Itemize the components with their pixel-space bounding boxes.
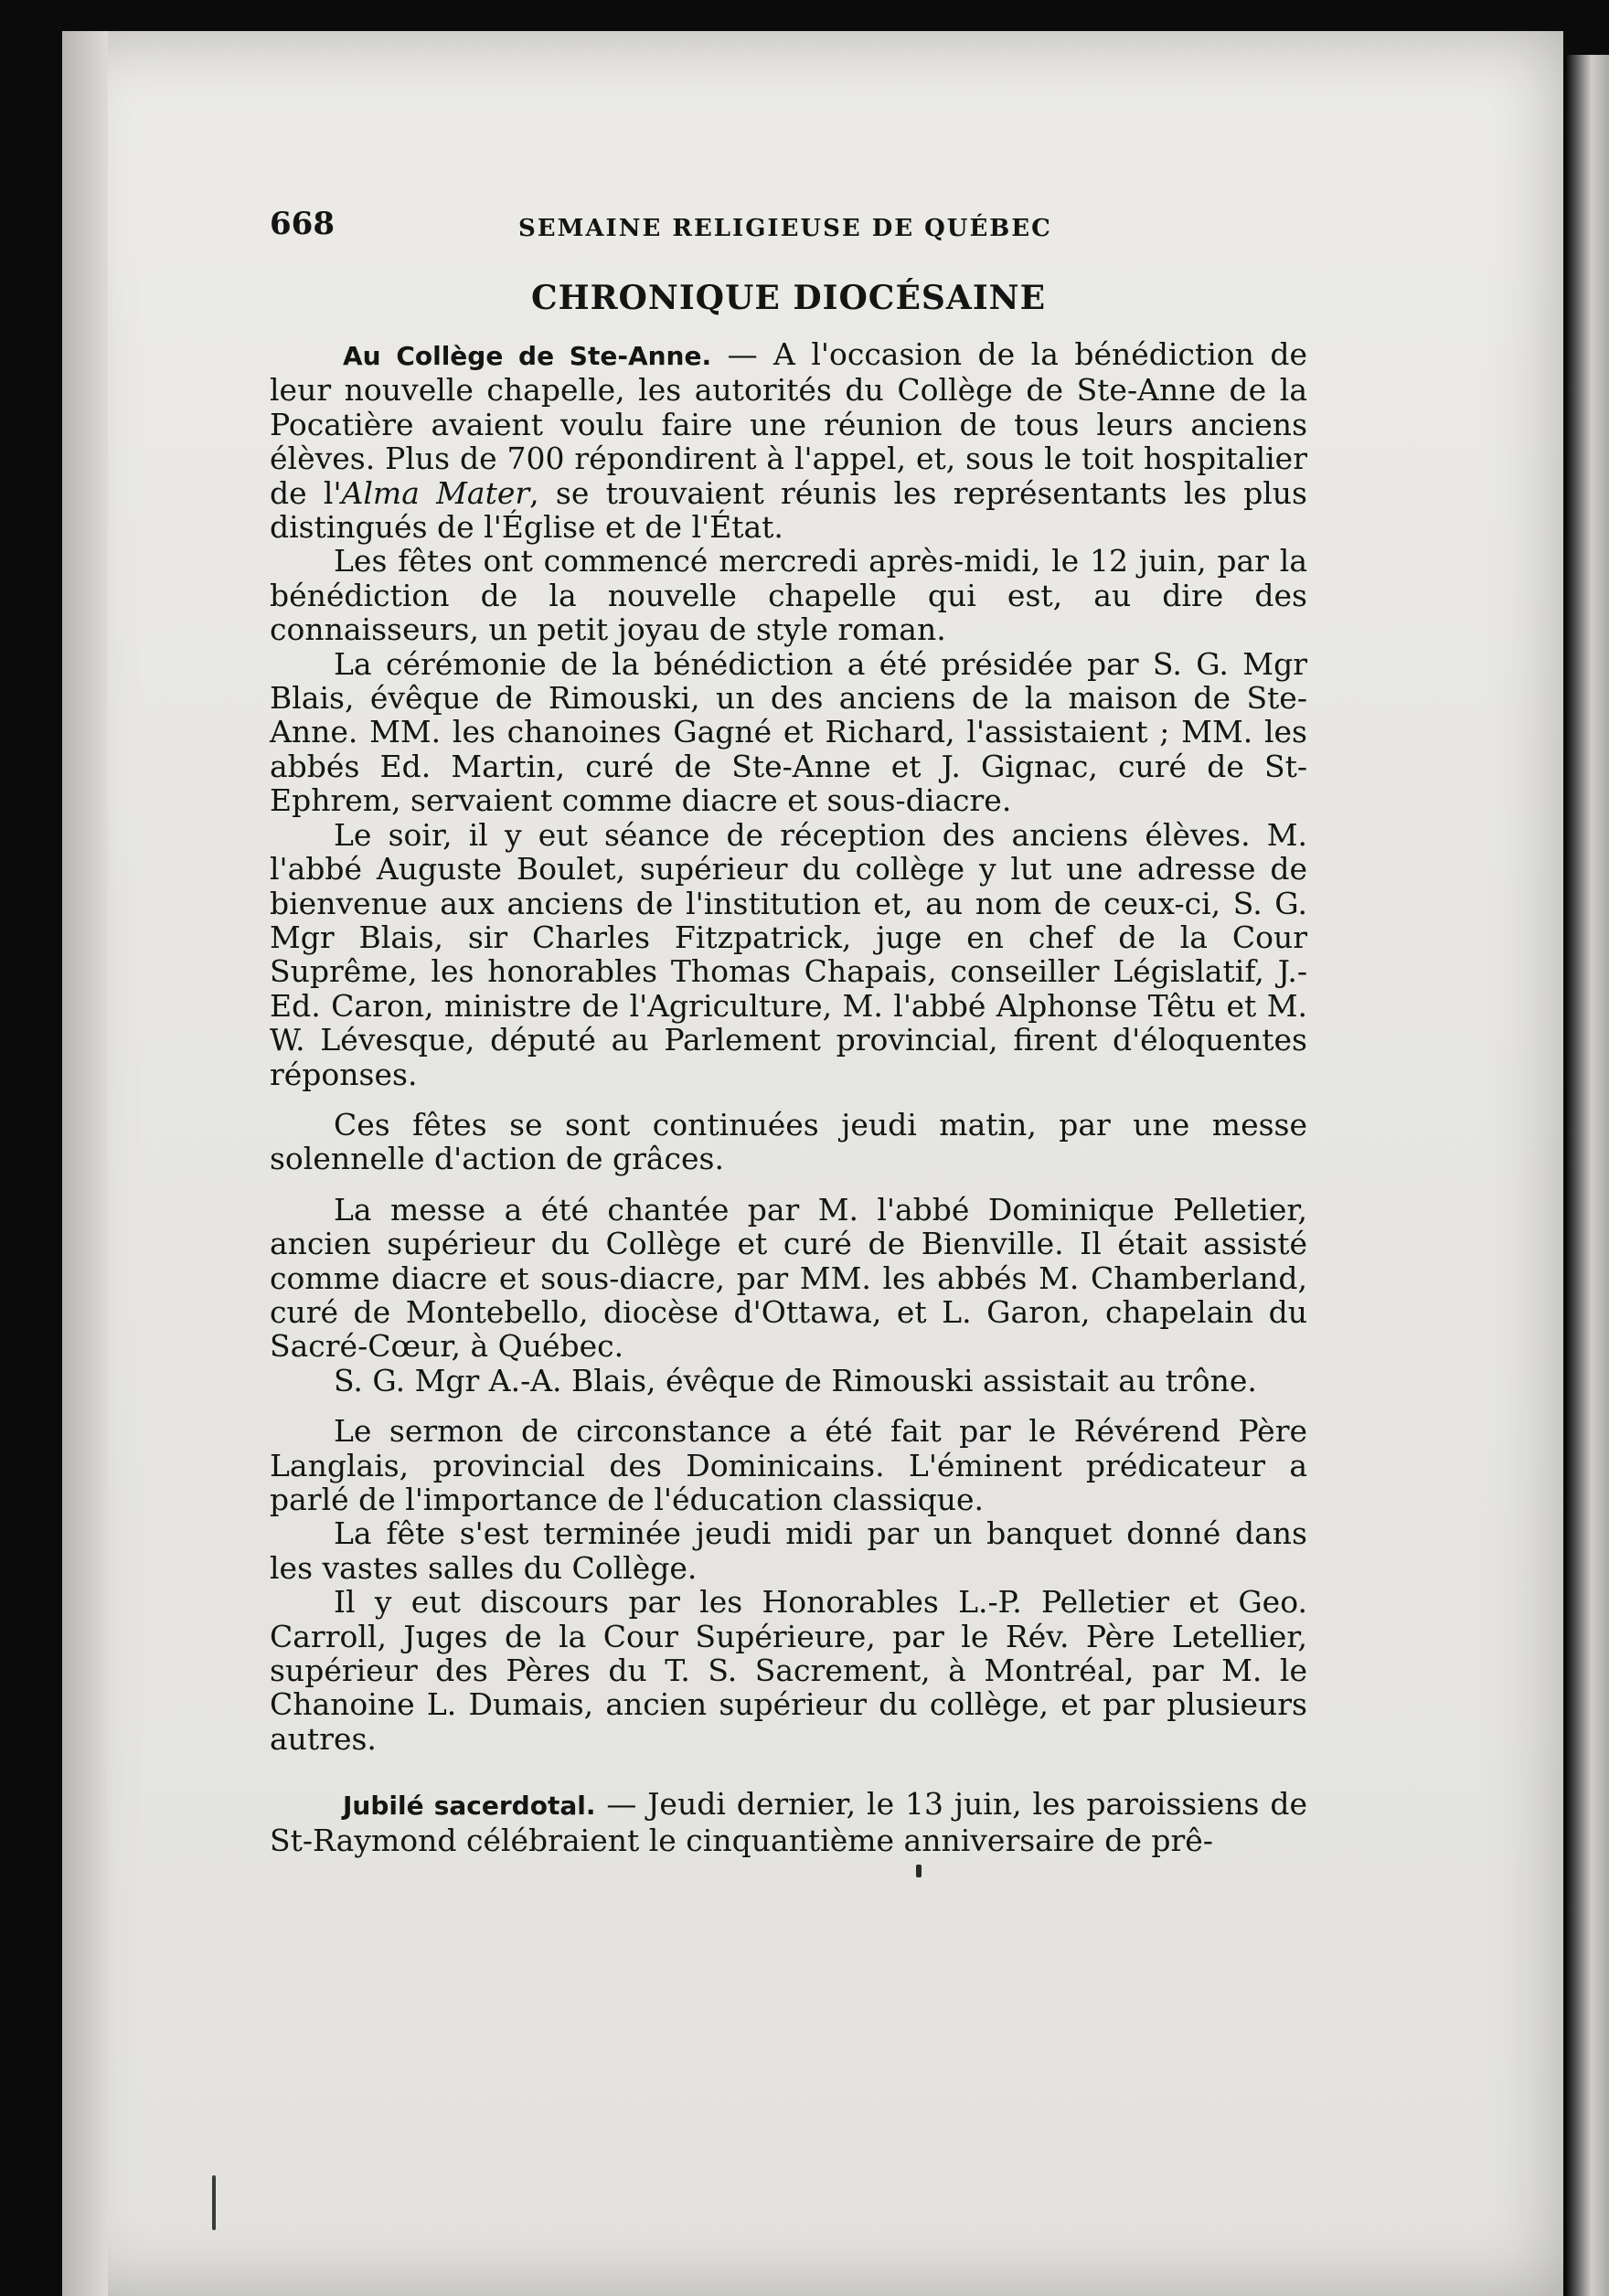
paragraph: S. G. Mgr A.-A. Blais, évêque de Rimouski assistait au trône. [334,1362,1257,1398]
article-heading: Au Collège de Ste-Anne. [343,341,712,371]
paragraph-text: , se trouvaient réunis les représentants les plus distingués de l'Église et de l'État. [270,474,1307,546]
italic-text: Alma Mater [341,474,530,511]
ink-mark [212,2175,216,2230]
heading-dash: — [711,336,774,372]
paragraph: Il y eut discours par les Honorables L.-P. Pelletier et Geo. Carroll, Juges de la Cour Supérieure, par le Rév. Père Letellier, supérieur des Pères du T. S. Sacrement, à Montréal, par M. le Chanoine L. Dumais, ancien supérieur du collège, et par plusieurs autres. [270,1584,1307,1757]
paragraph: Le sermon de circonstance a été fait par le Révérend Père Langlais, provincial des Dominicains. L'éminent prédicateur a parlé de l'importance de l'éducation classique. [270,1413,1307,1517]
paragraph: La messe a été chantée par M. l'abbé Dominique Pelletier, ancien supérieur du Collège et curé de Bienville. Il était assisté comme diacre et sous-diacre, par MM. les abbés M. Chamberland, curé de Montebello, diocèse d'Ottawa, et L. Garon, chapelain du Sacré-Cœur, à Québec. [270,1191,1307,1365]
paragraph: La fête s'est terminée jeudi midi par un banquet donné dans les vastes salles du Collège. [270,1515,1307,1586]
running-header [270,206,1307,257]
paragraph: Ces fêtes se sont continuées jeudi matin, par une messe solennelle d'action de grâces. [270,1106,1307,1177]
page-content [270,206,1307,1857]
ink-speck [916,1865,922,1877]
paragraph: La cérémonie de la bénédiction a été présidée par S. G. Mgr Blais, évêque de Rimouski, un des anciens de la maison de Ste-Anne. MM. les chanoines Gagné et Richard, l'assistaient ; MM. les abbés Ed. Martin, curé de Ste-Anne et J. Gignac, curé de St-Ephrem, servaient comme diacre et sous-diacre. [270,645,1307,819]
paragraph: Les fêtes ont commencé mercredi après-midi, le 12 juin, par la bénédiction de la nouvelle chapelle qui est, au dire des connaisseurs, un petit joyau de style roman. [270,543,1307,648]
article-college-ste-anne [270,337,1307,1756]
page-left-edge [62,31,108,2296]
journal-title: SEMAINE RELIGIEUSE DE QUÉBEC [518,215,1052,242]
heading-dash: — [595,1786,648,1823]
paragraph-text: A l'occasion de la bénédiction de leur nouvelle chapelle, les autorités du Collège de Ste-Anne de la Pocatière avaient voulu faire une réunion de tous leurs anciens élèves. Plus de 700 répondirent à l'appel, et, sous le toit hospitalier de l' [270,336,1307,511]
section-title: CHRONIQUE DIOCÉSAINE [530,279,1047,317]
paragraph: Le soir, il y eut séance de réception des anciens élèves. M. l'abbé Auguste Boulet, supérieur du collège y lut une adresse de bienvenue aux anciens de l'institution et, au nom de ceux-ci, S. G. Mgr Blais, sir Charles Fitzpatrick, juge en chef de la Cour Suprême, les honorables Thomas Chapais, conseiller Législatif, J.-Ed. Caron, ministre de l'Agriculture, M. l'abbé Alphonse Têtu et M. W. Lévesque, député au Parlement provincial, firent d'éloquentes réponses. [270,816,1307,1092]
article-heading: Jubilé sacerdotal. [343,1791,596,1822]
page-number: 668 [270,206,335,242]
paragraph-text: Jeudi dernier, le 13 juin, les paroissiens de St-Raymond célébraient le cinquantième anniversaire de prê- [270,1786,1307,1858]
adjacent-page-edge [1565,55,1609,2296]
paragraph [270,337,1307,544]
paragraph [270,1787,1307,1857]
article-jubile-sacerdotal [270,1787,1307,1857]
